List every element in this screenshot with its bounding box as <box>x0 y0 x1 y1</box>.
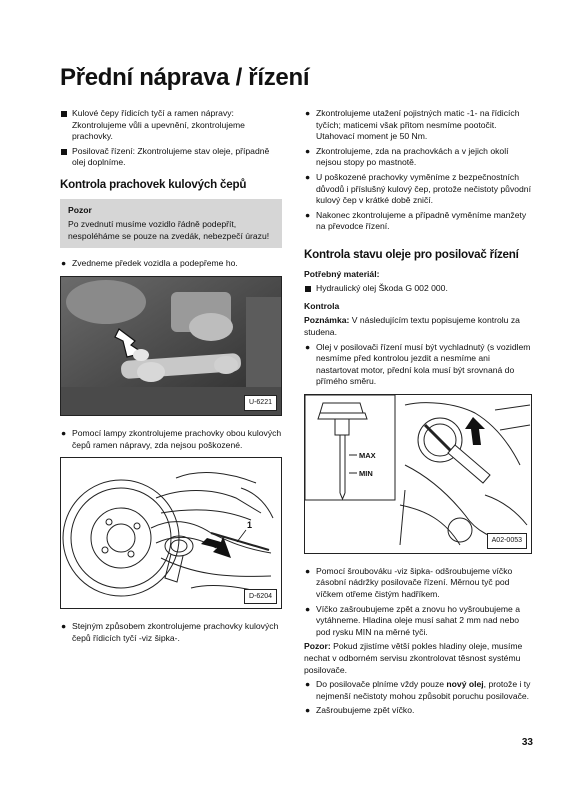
bullet-screw-cap <box>304 705 532 717</box>
bullet-oil-cold-text: Olej v posilovači řízení musí být vychladnutý (s vozidlem nesmíme před kontrolou jezdit a nesmíme ani nastartovat motor, přední kola musí být srovnaná do přímého směru. <box>316 341 531 387</box>
bullet-new-oil-b: nový olej <box>446 679 484 690</box>
bullet-dot-icon: ● <box>305 705 311 716</box>
square-bullet-icon <box>61 146 67 159</box>
step-check-boots <box>60 428 282 451</box>
warning-paragraph <box>304 641 532 676</box>
section-heading-dust-boots: Kontrola prachovek kulových čepů <box>60 177 247 191</box>
step-lift-text: Zvedneme předek vozidla a podepřeme ho. <box>72 258 238 269</box>
bullet-screw-cap-text: Zašroubujeme zpět víčko. <box>316 705 415 716</box>
note-paragraph <box>304 315 532 338</box>
bullet-dot-icon: ● <box>305 108 311 118</box>
bullet-new-oil <box>304 679 532 702</box>
bullet-dot-icon: ● <box>305 341 311 352</box>
intro-text-2: Posilovač řízení: Zkontrolujeme stav oleje, případně olej doplníme. <box>72 145 270 168</box>
bullet-replace-text: U poškozené prachovky vyměníme z bezpečnostních důvodů i příslušný kulový čep, protože nečistoty původní kulový čep v krátké době zničí. <box>316 171 531 206</box>
bullet-check-level <box>304 604 532 639</box>
kontrola-label: Kontrola <box>304 300 340 311</box>
bullet-dot-icon: ● <box>305 603 311 614</box>
figure-tie-rod <box>60 457 282 609</box>
page-title: Přední náprava / řízení <box>60 64 310 91</box>
step-tie-rod-text: Stejným způsobem zkontrolujeme prachovky kulových čepů řídicích tyčí -viz šipka-. <box>72 621 279 643</box>
bullet-new-oil-a: Do posilovače plníme vždy pouze <box>316 679 445 690</box>
bullet-unscrew-cap <box>304 566 532 601</box>
page-number: 33 <box>521 737 533 748</box>
bullet-steering-boots-text: Nakonec zkontrolujeme a případně vyměníme manžety na převodce řízení. <box>316 209 527 232</box>
bullet-lock-nuts-text: Zkontrolujeme utažení pojistných matic -1- na řídicích tyčích; maticemi však přitom nesmíme pootočit. Utahovací moment je 50 Nm. <box>316 108 520 142</box>
tie-rod-drawing-icon <box>61 458 281 608</box>
material-text: Hydraulický olej Škoda G 002 000. <box>316 283 448 294</box>
tie-rod-callout: 1 <box>247 520 253 531</box>
bullet-new-oil-c: , protože i ty nejmenší nečistoty mohou způsobit poruchu posilovače. <box>316 679 531 701</box>
square-bullet-icon <box>61 108 67 121</box>
step-check-boots-text: Pomocí lampy zkontrolujeme prachovky obou kulových čepů ramen nápravy, zda nejsou poškozené. <box>72 427 282 450</box>
warning-paragraph-text: Pokud zjistíme větší pokles hladiny oleje, musíme nechat v odborném servisu zkontrolovat těsnost systému posilovače. <box>304 641 523 675</box>
bullet-steering-boots <box>304 210 532 233</box>
intro-text-1: Kulové čepy řídicích tyčí a ramen nápravy: Zkontrolujeme vůli a upevnění, zkontrolujeme prachovky. <box>72 108 245 142</box>
bullet-oil-cold <box>304 342 532 388</box>
bullet-dot-icon: ● <box>305 209 311 220</box>
bullet-grease-traces <box>304 146 532 169</box>
figure-label: D-6204 <box>244 589 277 605</box>
bullet-lock-nuts <box>304 108 532 143</box>
square-bullet-icon <box>305 283 311 296</box>
photo-front-axle <box>60 276 282 416</box>
section-heading-power-steering: Kontrola stavu oleje pro posilovač řízení <box>304 247 519 261</box>
bullet-grease-text: Zkontrolujeme, zda na prachovkách a v jejich okolí nejsou stopy po mastnotě. <box>316 145 509 168</box>
bullet-dot-icon: ● <box>305 145 311 156</box>
note-label: Poznámka: <box>304 315 350 326</box>
left-column <box>60 108 282 647</box>
bullet-replace-joint <box>304 172 532 207</box>
bullet-dot-icon: ● <box>305 679 311 690</box>
intro-item-2 <box>60 146 282 169</box>
step-check-tie-rod-boots <box>60 621 282 644</box>
max-mark: MAX <box>359 450 376 460</box>
dipstick-drawing-icon <box>305 395 531 553</box>
warning-title: Pozor <box>68 204 92 215</box>
bullet-dot-icon: ● <box>61 258 67 269</box>
warning-box <box>60 199 282 249</box>
note-text: V následujícím textu popisujeme kontrolu za studena. <box>304 315 520 337</box>
bullet-dot-icon: ● <box>61 621 67 632</box>
warning-label: Pozor: <box>304 641 331 652</box>
front-axle-photo-icon <box>61 277 281 415</box>
step-lift-vehicle <box>60 258 282 270</box>
bullet-dot-icon: ● <box>61 427 67 438</box>
figure-dipstick <box>304 394 532 554</box>
bullet-dot-icon: ● <box>305 565 311 576</box>
bullet-unscrew-text: Pomocí šroubováku -viz šipka- odšroubujeme víčko zásobní nádržky posilovače řízení. Měrnou tyč pod víčkem otřeme čistým hadříkem. <box>316 565 513 600</box>
bullet-check-level-text: Víčko zašroubujeme zpět a znovu ho vyšroubujeme a vytáhneme. Hladina oleje musí sahat 2 mm nad nebo pod rysku MIN na měrné tyči. <box>316 603 520 637</box>
figure-label: A02-0053 <box>487 533 527 549</box>
min-mark: MIN <box>359 468 373 478</box>
bullet-dot-icon: ● <box>305 171 311 182</box>
right-column <box>304 108 532 720</box>
material-label: Potřebný materiál: <box>304 268 380 279</box>
photo-label: U-6221 <box>244 395 277 411</box>
intro-item-1 <box>60 108 282 143</box>
warning-text: Po zvednutí musíme vozidlo řádně podepřít, nespoléháme se pouze na zvedák, nebezpečí úrazu! <box>68 219 270 241</box>
material-item <box>304 283 532 295</box>
